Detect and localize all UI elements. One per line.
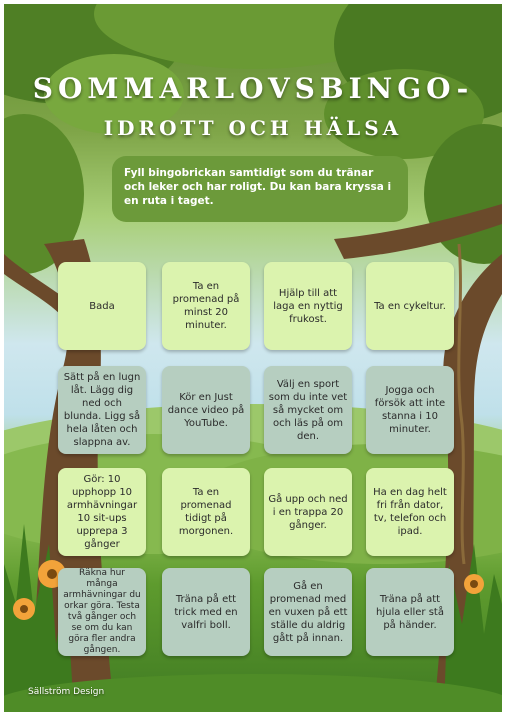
bingo-poster [4, 4, 502, 712]
bingo-cell[interactable]: Träna på ett trick med en valfri boll. [162, 568, 250, 656]
bingo-cell[interactable]: Gå en promenad med en vuxen på ett ställe du aldrig gått på innan. [264, 568, 352, 656]
bingo-cell[interactable]: Räkna hur många armhävningar du orkar göra. Testa två gånger och se om du kan göra fler andra gången. [58, 568, 146, 656]
intro-box: Fyll bingobrickan samtidigt som du tränar och leker och har roligt. Du kan bara kryssa i en ruta i taget. [112, 156, 408, 222]
bingo-cell[interactable]: Välj en sport som du inte vet så mycket om och läs på om den. [264, 366, 352, 454]
designer-credit: Sällström Design [28, 687, 105, 697]
page-title: SOMMARLOVSBINGO- [32, 72, 474, 105]
bingo-cell[interactable]: Ta en promenad tidigt på morgonen. [162, 468, 250, 556]
bingo-cell[interactable]: Jogga och försök att inte stanna i 10 minuter. [366, 366, 454, 454]
bingo-grid [58, 262, 458, 662]
bingo-cell[interactable]: Bada [58, 262, 146, 350]
bingo-cell[interactable]: Gör: 10 upphopp 10 armhävningar 10 sit-ups upprepa 3 gånger [58, 468, 146, 556]
bingo-cell[interactable]: Sätt på en lugn låt. Lägg dig ned och blunda. Ligg så hela låten och slappna av. [58, 366, 146, 454]
bingo-cell[interactable]: Ta en cykeltur. [366, 262, 454, 350]
bingo-cell[interactable]: Ha en dag helt fri från dator, tv, telefon och ipad. [366, 468, 454, 556]
bingo-cell[interactable]: Kör en Just dance video på YouTube. [162, 366, 250, 454]
bingo-cell[interactable]: Gå upp och ned i en trappa 20 gånger. [264, 468, 352, 556]
bingo-cell[interactable]: Ta en promenad på minst 20 minuter. [162, 262, 250, 350]
page-subtitle: IDROTT OCH HÄLSA [103, 116, 403, 140]
bingo-cell[interactable]: Träna på att hjula eller stå på händer. [366, 568, 454, 656]
bingo-cell[interactable]: Hjälp till att laga en nyttig frukost. [264, 262, 352, 350]
